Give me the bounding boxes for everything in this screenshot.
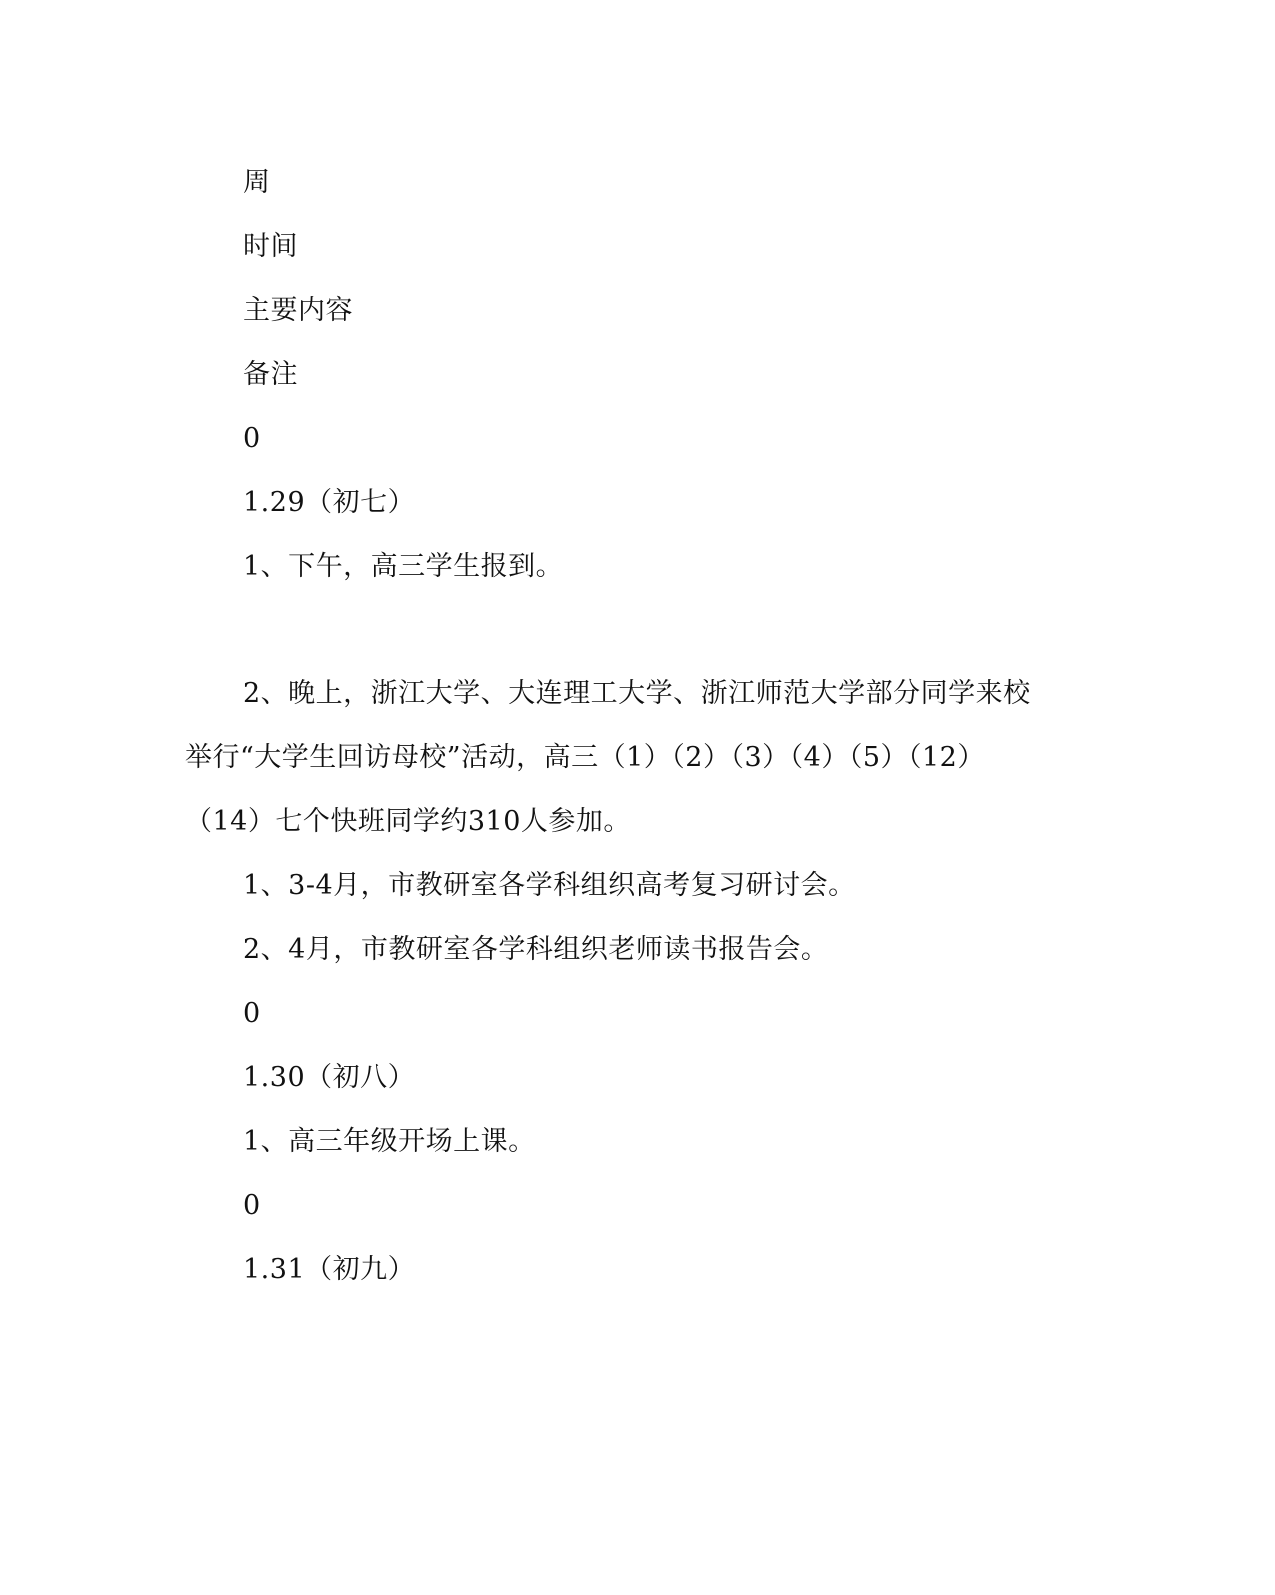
date-entry: 1.30（初八） bbox=[243, 1062, 416, 1093]
table-header-time: 时间 bbox=[243, 231, 298, 262]
week-number: 0 bbox=[243, 1190, 261, 1221]
content-paragraph: 2、晚上，浙江大学、大连理工大学、浙江师范大学部分同学来校 bbox=[243, 678, 1031, 709]
remarks-paragraph: 2、4月，市教研室各学科组织老师读书报告会。 bbox=[243, 934, 829, 965]
table-header-content: 主要内容 bbox=[243, 295, 353, 326]
week-number: 0 bbox=[243, 423, 261, 454]
date-entry: 1.31（初九） bbox=[243, 1254, 416, 1285]
content-paragraph-continued: 举行“大学生回访母校”活动，高三（1）（2）（3）（4）（5）（12） bbox=[185, 742, 985, 773]
table-header-week: 周 bbox=[243, 167, 271, 198]
week-number: 0 bbox=[243, 998, 261, 1029]
content-paragraph: 1、下午，高三学生报到。 bbox=[243, 551, 564, 582]
table-header-remarks: 备注 bbox=[243, 359, 298, 390]
content-paragraph: 1、高三年级开场上课。 bbox=[243, 1126, 536, 1157]
remarks-paragraph: 1、3-4月，市教研室各学科组织高考复习研讨会。 bbox=[243, 870, 856, 901]
content-paragraph-continued: （14）七个快班同学约310人参加。 bbox=[185, 806, 631, 837]
date-entry: 1.29（初七） bbox=[243, 487, 416, 518]
